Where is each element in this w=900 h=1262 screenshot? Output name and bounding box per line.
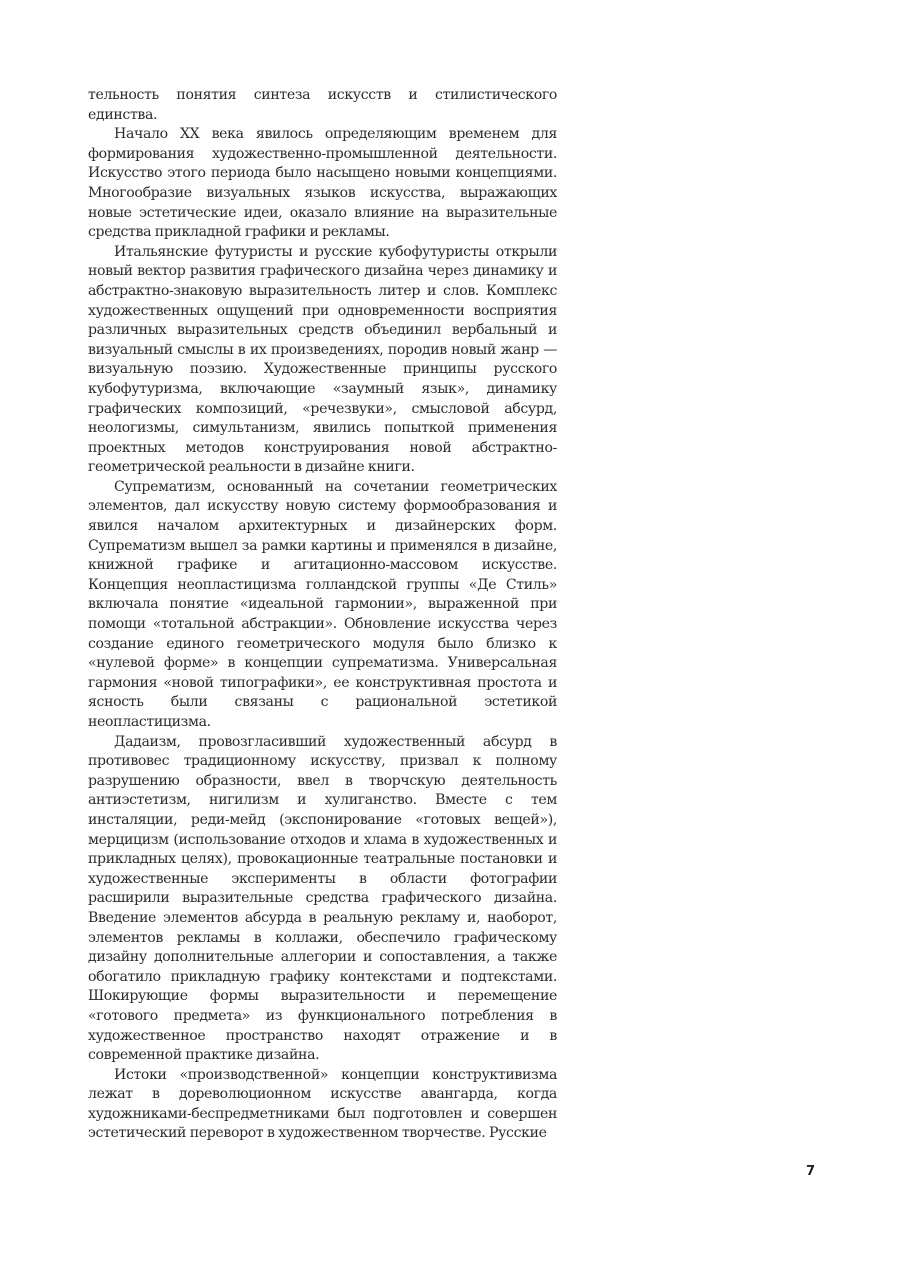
paragraph-suprematism: Супрематизм, основанный на сочетании геометрических элементов, дал искусству новую систему формообразования и явился началом архитектурных и дизайнерских форм. Супрематизм вышел за рамки картины и применялся в дизайне, книжной графике и агитационно-массовом искусстве. Концепция неопластицизма голландской группы «Де Стиль» включала понятие «идеальной гармонии», выраженной при помощи «тотальной абстракции». Обновление искусства через создание единого геометрического модуля было близко к «нулевой форме» в концепции супрематизма. Универсальная гармония «новой типографики», ее конструктивная простота и ясность были связаны с рациональной эстетикой неопластицизма. [88, 478, 557, 730]
paragraph-dadaism: Дадаизм, провозгласивший художественный абсурд в противовес традиционному искусству, призвал к полному разрушению образности, ввел в творчскую деятельность антиэстетизм, нигилизм и хулиганство. Вместе с тем инсталяции, реди-мейд (экспонирование «готовых вещей»), мерцицизм (использование отходов и хлама в художественных и прикладных целях), провокационные театральные постановки и художественные эксперименты в области фотографии расширили выразительные средства графического дизайна. Введение элементов абсурда в реальную рекламу и, наоборот, элементов рекламы в коллажи, обеспечило графическому дизайну дополнительные аллегории и сопоставления, а также обогатило прикладную графику контекстами и подтекстами. Шокирующие формы выразительности и перемещение «готового предмета» из функционального потребления в художественное пространство находят отражение и в современной практике дизайна. [88, 733, 557, 1064]
paragraph-early-20th-century: Начало XX века явилось определяющим временем для формирования художественно-промышленной деятельности. Искусство этого периода было насыщено новыми концепциями. Многообразие визуальных языков искусства, выражающих новые эстетические идеи, оказало влияние на выразительные средства прикладной графики и рекламы. [88, 126, 557, 241]
paragraph-futurists: Итальянские футуристы и русские кубофутуристы открыли новый вектор развития графического дизайна через динамику и абстрактно-знаковую выразительность литер и слов. Комплекс художественных ощущений при одновременности восприятия различных выразительных средств объединил вербальный и визуальный смыслы в их произведениях, породив новый жанр — визуальную поэзию. Художественные принципы русского кубофутуризма, включающие «заумный язык», динамику графических композиций, «речезвуки», смысловой абсурд, неологизмы, симультанизм, явились попыткой применения проектных методов конструирования новой абстрактно-геометрической реальности в дизайне книги. [88, 243, 557, 476]
page-number: 7 [806, 1164, 816, 1179]
paragraph-constructivism: Истоки «производственной» концепции конструктивизма лежат в дореволюционном искусстве авангарда, когда художниками-беспредметниками был подготовлен и совершен эстетический переворот в художественном творчестве. Русские [88, 1066, 557, 1142]
body-text [88, 86, 557, 1144]
paragraph-synthesis-continuation: тельность понятия синтеза искусств и стилистического единства. [88, 87, 557, 123]
